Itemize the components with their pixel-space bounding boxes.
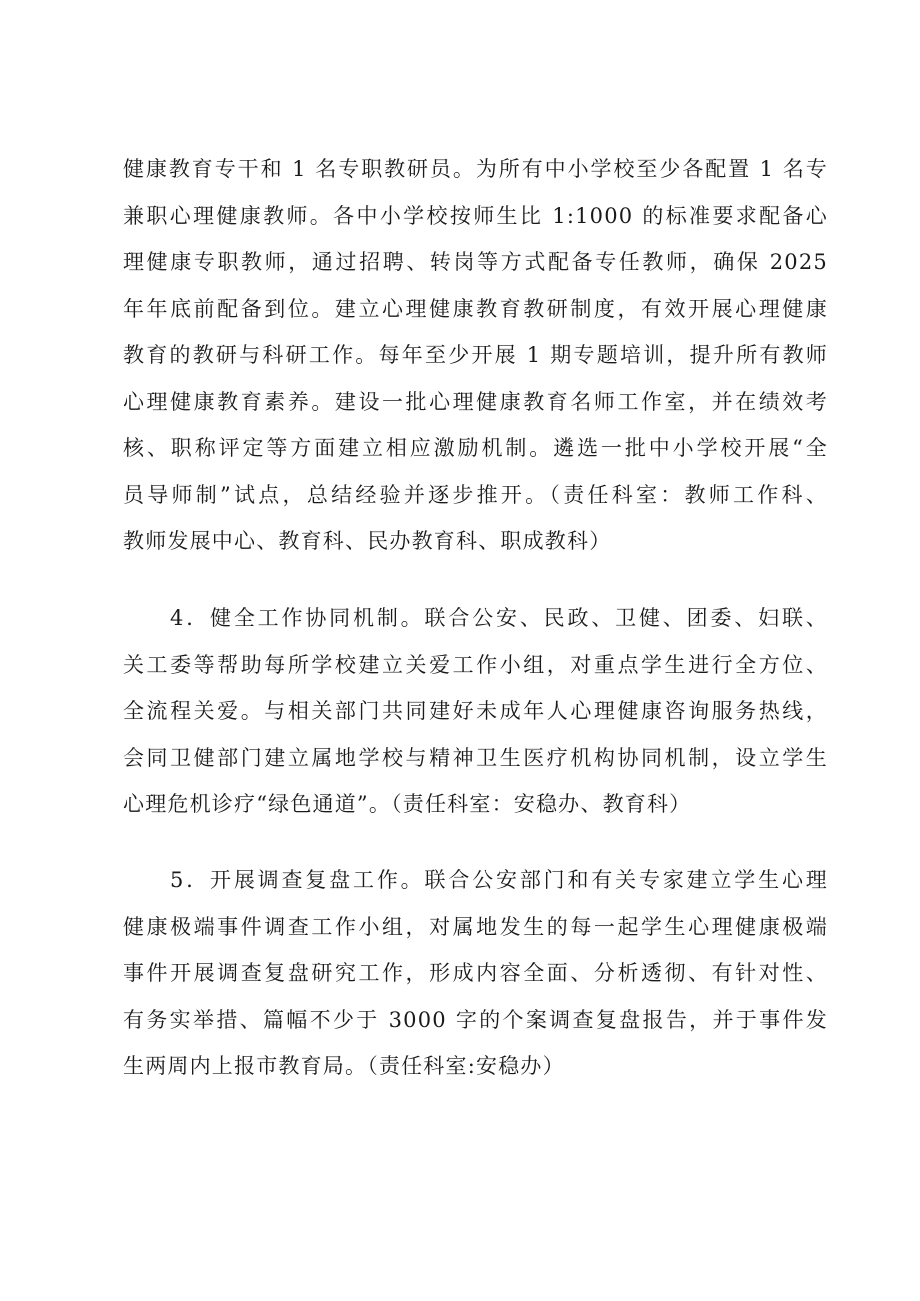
text-line: 有务实举措、篇幅不少于 3000 字的个案调查复盘报告，并于事件发 — [123, 1007, 828, 1032]
paragraph-review — [123, 857, 828, 1090]
paragraph-coordination — [123, 595, 828, 828]
text-line: 会同卫健部门建立属地学校与精神卫生医疗机构协同机制，设立学生 — [123, 745, 828, 770]
text-line: 核、职称评定等方面建立相应激励机制。遴选一批中小学校开展“全 — [123, 436, 828, 460]
text-line: 兼职心理健康教师。各中小学校按师生比 1:1000 的标准要求配备心 — [123, 203, 828, 228]
text-line: 4．健全工作协同机制。联合公安、民政、卫健、团委、妇联、 — [170, 606, 828, 630]
text-line: 理健康专职教师，通过招聘、转岗等方式配备专任教师，确保 2025 — [123, 250, 828, 274]
text-line: 健康极端事件调查工作小组，对属地发生的每一起学生心理健康极端 — [123, 914, 828, 939]
text-line: 生两周内上报市教育局。（责任科室:安稳办） — [123, 1054, 565, 1078]
text-line: 员导师制”试点，总结经验并逐步推开。（责任科室：教师工作科、 — [123, 482, 828, 507]
text-line: 教育的教研与科研工作。每年至少开展 1 期专题培训，提升所有教师 — [123, 343, 828, 367]
text-line: 事件开展调查复盘研究工作，形成内容全面、分析透彻、有针对性、 — [123, 961, 828, 985]
text-line: 关工委等帮助每所学校建立关爱工作小组，对重点学生进行全方位、 — [123, 652, 828, 677]
text-line: 教师发展中心、教育科、民办教育科、职成教科） — [123, 529, 612, 553]
text-line: 健康教育专干和 1 名专职教研员。为所有中小学校至少各配置 1 名专 — [123, 157, 828, 181]
text-line: 全流程关爱。与相关部门共同建好未成年人心理健康咨询服务热线， — [123, 699, 828, 723]
text-line: 心理健康教育素养。建设一批心理健康教育名师工作室，并在绩效考 — [123, 389, 828, 414]
paragraph-staffing — [123, 146, 828, 565]
text-line: 5．开展调查复盘工作。联合公安部门和有关专家建立学生心理 — [170, 868, 828, 892]
text-line: 心理危机诊疗“绿色通道”。（责任科室：安稳办、教育科） — [123, 792, 692, 816]
text-line: 年年底前配备到位。建立心理健康教育教研制度，有效开展心理健康 — [123, 296, 828, 321]
